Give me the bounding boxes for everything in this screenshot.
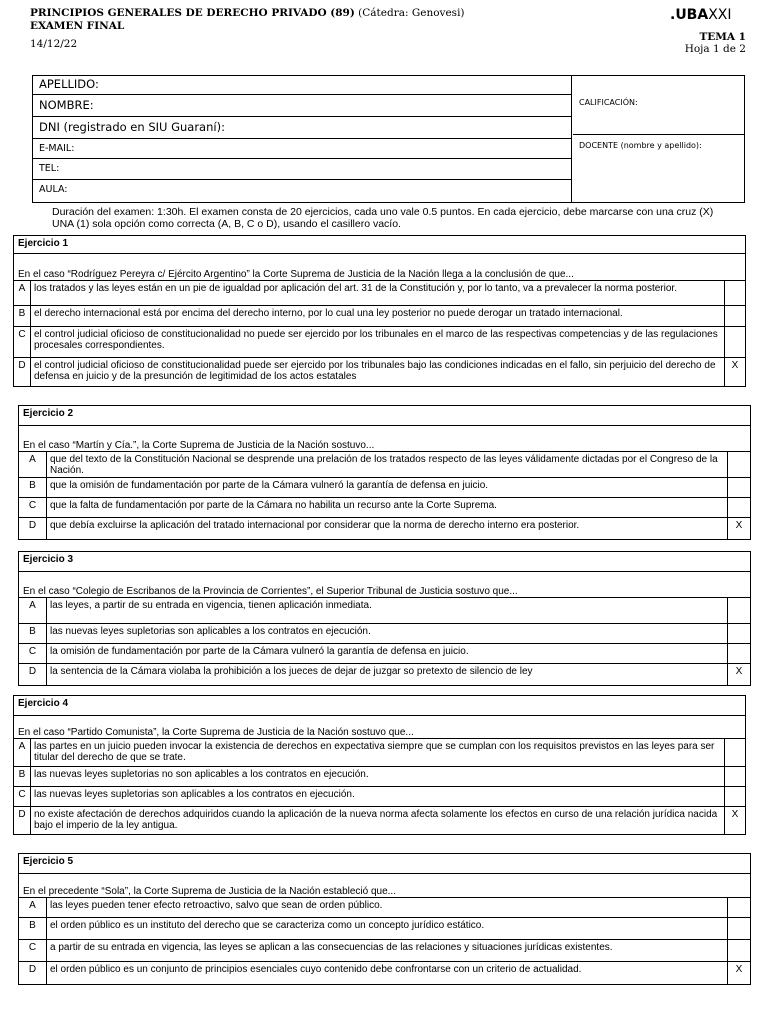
option-letter: D [14,358,31,386]
option-row-a [19,598,750,624]
option-row-c [19,644,750,664]
exercise-3 [18,551,751,686]
answer-checkbox[interactable] [728,452,750,477]
option-text: el control judicial oficioso de constitucionalidad puede ser ejercido por los tribunales bajo las condiciones indicadas en el fallo, sin perjuicio del derecho de defensa en juicio y de la presunción de legitimidad de los actos estatales [31,358,725,386]
option-letter: A [19,598,47,623]
tema-label: TEMA 1 [699,31,746,43]
exercise-title: Ejercicio 3 [19,552,750,572]
option-text: no existe afectación de derechos adquiridos cuando la aplicación de la nueva norma afecta solamente los efectos en curso de una relación jurídica nacida bajo el imperio de la ley antigua. [31,807,725,834]
option-letter: D [14,807,31,834]
option-text: el orden público es un instituto del derecho que se caracteriza como un concepto jurídico estático. [47,918,728,939]
option-text: los tratados y las leyes están en un pie de igualdad por aplicación del art. 31 de la Constitución y, por lo tanto, va a prevalecer la norma posterior. [31,281,725,305]
page-indicator: Hoja 1 de 2 [684,43,746,55]
option-row-d [14,807,745,834]
option-text: las leyes, a partir de su entrada en vigencia, tienen aplicación inmediata. [47,598,728,623]
exercise-2 [18,405,751,540]
option-row-b [19,624,750,644]
exercise-question: En el caso “Martín y Cía.”, la Corte Suprema de Justicia de la Nación sostuvo... [19,426,750,452]
option-text: que del texto de la Constitución Nacional se desprende una prelación de los tratados respecto de las leyes válidamente dictadas por el Congreso de la Nación. [47,452,728,477]
option-letter: B [19,624,47,643]
answer-checkbox[interactable] [725,739,745,766]
exercise-question: En el precedente “Sola”, la Corte Suprema de Justicia de la Nación estableció que... [19,874,750,898]
student-fields [33,76,572,202]
course-title [30,7,465,19]
tel-field[interactable]: TEL: [33,159,571,180]
option-letter: C [14,327,31,357]
option-letter: C [19,940,47,961]
docente-label: DOCENTE (nombre y apellido): [579,141,702,150]
option-row-d [19,962,750,984]
exercise-5 [18,853,751,985]
option-letter: B [19,478,47,497]
option-row-b [14,767,745,787]
answer-checkbox[interactable] [728,624,750,643]
option-row-c [14,327,745,358]
option-letter: D [19,518,47,539]
option-row-d [19,664,750,685]
answer-checkbox[interactable] [728,940,750,961]
logo-xxi: XXI [708,7,732,23]
answer-checkbox[interactable] [725,281,745,305]
option-text: el derecho internacional está por encima del derecho interno, por lo cual una ley posterior no puede derogar un tratado internacional. [31,306,725,326]
option-row-d [19,518,750,539]
option-letter: C [19,644,47,663]
aula-field[interactable]: AULA: [39,184,68,195]
option-text: las nuevas leyes supletorias no son aplicables a los contratos en ejecución. [31,767,725,786]
answer-checkbox[interactable] [728,898,750,917]
option-text: las leyes pueden tener efecto retroactivo, salvo que sean de orden público. [47,898,728,917]
exercise-question: En el caso “Rodríguez Pereyra c/ Ejército Argentino” la Corte Suprema de Justicia de la Nación llega a la conclusión de que... [14,254,745,281]
exam-instructions: Duración del examen: 1:30h. El examen consta de 20 ejercicios, cada uno vale 0.5 puntos. En cada ejercicio, debe marcarse con una cruz (X) UNA (1) sola opción como correcta (A, B, C o D), usando el casillero vacío. [52,206,714,230]
answer-checkbox[interactable] [728,498,750,517]
option-text: las partes en un juicio pueden invocar la existencia de derechos en expectativa siempre que se cumplan con los requisitos previstos en las leyes para ser titular del derecho de que se trate. [31,739,725,766]
exercise-title: Ejercicio 2 [19,406,750,426]
answer-checkbox[interactable]: X [735,964,743,975]
logo-uba: .UBA [670,7,709,23]
exercise-question: En el caso “Colegio de Escribanos de la Provincia de Corrientes”, el Superior Tribunal de Justicia sostuvo que... [19,572,750,598]
option-letter: A [14,739,31,766]
option-text: a partir de su entrada en vigencia, las leyes se aplican a las consecuencias de las relaciones y situaciones jurídicas existentes. [47,940,728,961]
exam-type: EXAMEN FINAL [30,20,125,32]
option-text: las nuevas leyes supletorias son aplicables a los contratos en ejecución. [31,787,725,806]
option-text: que debía excluirse la aplicación del tratado internacional por considerar que la norma de derecho interno era posterior. [47,518,728,539]
option-row-d [14,358,745,386]
answer-checkbox[interactable]: X [731,809,739,820]
apellido-field[interactable]: APELLIDO: [33,76,571,95]
option-text: la omisión de fundamentación por parte de la Cámara vulneró la garantía de defensa en juicio. [47,644,728,663]
option-letter: A [19,898,47,917]
option-letter: D [19,962,47,984]
calificacion-label: CALIFICACIÓN: [579,98,638,107]
option-row-a [14,739,745,767]
nombre-field[interactable]: NOMBRE: [33,95,571,117]
answer-checkbox[interactable] [725,787,745,806]
exercise-4 [13,695,746,835]
email-field[interactable]: E-MAIL: [33,139,571,159]
option-row-b [19,478,750,498]
option-row-b [19,918,750,940]
option-text: que la omisión de fundamentación por parte de la Cámara vulneró la garantía de defensa en juicio. [47,478,728,497]
answer-checkbox[interactable] [728,644,750,663]
answer-checkbox[interactable]: X [735,520,743,531]
option-letter: C [14,787,31,806]
exercise-title: Ejercicio 5 [19,854,750,874]
option-text: la sentencia de la Cámara violaba la prohibición a los jueces de dejar de juzgar so pretexto de silencio de ley [47,664,728,685]
option-letter: A [14,281,31,305]
option-text: que la falta de fundamentación por parte de la Cámara no habilita un recurso ante la Corte Suprema. [47,498,728,517]
option-row-b [14,306,745,327]
right-divider [573,134,744,135]
uba-xxi-logo [670,7,732,23]
answer-checkbox[interactable] [728,918,750,939]
answer-checkbox[interactable] [728,598,750,623]
student-id-form [32,75,745,203]
answer-checkbox[interactable] [725,327,745,357]
option-letter: A [19,452,47,477]
option-letter: D [19,664,47,685]
option-row-a [19,898,750,918]
exercise-title: Ejercicio 1 [14,236,745,254]
exercise-question: En el caso “Partido Comunista”, la Corte Suprema de Justicia de la Nación sostuvo que... [14,716,745,739]
exercise-1 [13,235,746,387]
option-letter: B [14,306,31,326]
course-name: PRINCIPIOS GENERALES DE DERECHO PRIVADO (89) [30,7,355,19]
answer-checkbox[interactable] [728,478,750,497]
dni-field[interactable]: DNI (registrado en SIU Guaraní): [33,117,571,139]
exam-date: 14/12/22 [30,38,78,50]
option-text: el orden público es un conjunto de principios esenciales cuyo contenido debe confrontarse con un criterio de actualidad. [47,962,728,984]
option-row-a [19,452,750,478]
option-row-c [19,940,750,962]
option-row-a [14,281,745,306]
option-letter: B [19,918,47,939]
option-letter: C [19,498,47,517]
answer-checkbox[interactable]: X [735,666,743,677]
option-text: las nuevas leyes supletorias son aplicables a los contratos en ejecución. [47,624,728,643]
option-text: el control judicial oficioso de constitucionalidad no puede ser ejercido por los tribunales en el marco de las respectivas competencias y de las regulaciones procesales correspondientes. [31,327,725,357]
option-row-c [14,787,745,807]
option-letter: B [14,767,31,786]
exercise-title: Ejercicio 4 [14,696,745,716]
answer-checkbox[interactable] [725,767,745,786]
option-row-c [19,498,750,518]
answer-checkbox[interactable] [725,306,745,326]
answer-checkbox[interactable]: X [731,360,739,371]
catedra: (Cátedra: Genovesi) [358,7,465,19]
